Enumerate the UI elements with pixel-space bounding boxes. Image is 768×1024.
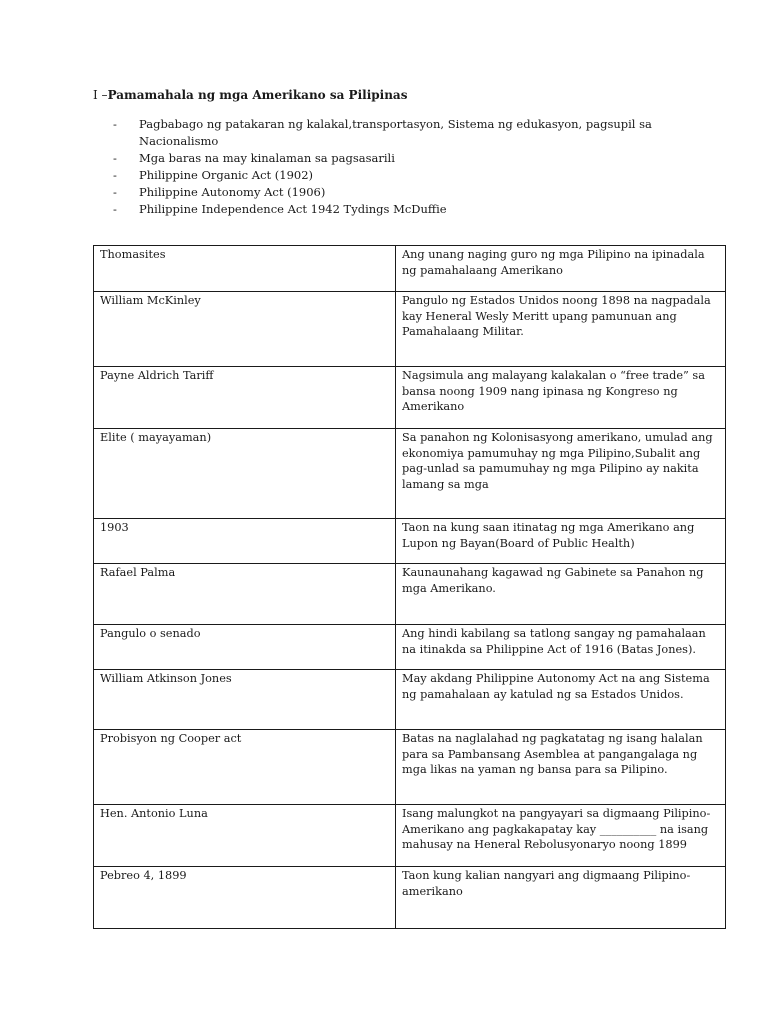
definition-cell: Kaunaunahang kagawad ng Gabinete sa Panahon ng mga Amerikano. <box>396 564 726 625</box>
bullet-dash: - <box>113 117 117 131</box>
term-cell: Payne Aldrich Tariff <box>94 367 396 429</box>
list-item <box>113 201 673 218</box>
list-item <box>113 167 673 184</box>
term-cell: 1903 <box>94 519 396 564</box>
topic-list <box>113 116 673 218</box>
definition-cell: Sa panahon ng Kolonisasyong amerikano, umulad ang ekonomiya pamumuhay ng mga Pilipino,Subalit ang pag-unlad sa pamumuhay ng mga Pilipino ay nakita lamang sa mga <box>396 429 726 519</box>
table-row <box>94 519 726 564</box>
definition-cell: Nagsimula ang malayang kalakalan o “free trade” sa bansa noong 1909 nang ipinasa ng Kongreso ng Amerikano <box>396 367 726 429</box>
table-row <box>94 730 726 805</box>
list-item <box>113 150 673 167</box>
list-item-text: Mga baras na may kinalaman sa pagsasarili <box>139 151 395 165</box>
term-cell: William Atkinson Jones <box>94 670 396 730</box>
section-heading <box>93 87 407 103</box>
term-cell: Probisyon ng Cooper act <box>94 730 396 805</box>
bullet-dash: - <box>113 185 117 199</box>
bullet-dash: - <box>113 168 117 182</box>
term-cell: William McKinley <box>94 292 396 367</box>
definition-cell: Isang malungkot na pangyayari sa digmaang Pilipino-Amerikano ang pagkakapatay kay __________ na isang mahusay na Heneral Rebolusyonaryo noong 1899 <box>396 805 726 867</box>
bullet-dash: - <box>113 151 117 165</box>
section-number: I – <box>93 88 108 102</box>
definition-cell: Ang unang naging guro ng mga Pilipino na ipinadala ng pamahalaang Amerikano <box>396 246 726 292</box>
term-cell: Pebreo 4, 1899 <box>94 867 396 929</box>
terms-table <box>93 245 726 929</box>
term-cell: Elite ( mayayaman) <box>94 429 396 519</box>
definition-cell: Pangulo ng Estados Unidos noong 1898 na nagpadala kay Heneral Wesly Meritt upang pamunuan ang Pamahalaang Militar. <box>396 292 726 367</box>
table-row <box>94 670 726 730</box>
definition-cell: Batas na naglalahad ng pagkatatag ng isang halalan para sa Pambansang Asemblea at pangangalaga ng mga likas na yaman ng bansa para sa Pilipino. <box>396 730 726 805</box>
table-row <box>94 367 726 429</box>
definition-cell: May akdang Philippine Autonomy Act na ang Sistema ng pamahalaan ay katulad ng sa Estados Unidos. <box>396 670 726 730</box>
section-title: Pamamahala ng mga Amerikano sa Pilipinas <box>107 88 408 102</box>
bullet-dash: - <box>113 202 117 216</box>
list-item <box>113 116 673 150</box>
list-item-text: Pagbabago ng patakaran ng kalakal,transportasyon, Sistema ng edukasyon, pagsupil sa Nacionalismo <box>139 117 652 148</box>
list-item-text: Philippine Autonomy Act (1906) <box>139 185 326 199</box>
table-row <box>94 292 726 367</box>
table-row <box>94 246 726 292</box>
term-cell: Pangulo o senado <box>94 625 396 670</box>
term-cell: Hen. Antonio Luna <box>94 805 396 867</box>
table-row <box>94 867 726 929</box>
list-item-text: Philippine Organic Act (1902) <box>139 168 314 182</box>
table-row <box>94 625 726 670</box>
definition-cell: Ang hindi kabilang sa tatlong sangay ng pamahalaan na itinakda sa Philippine Act of 1916 (Batas Jones). <box>396 625 726 670</box>
list-item <box>113 184 673 201</box>
term-cell: Thomasites <box>94 246 396 292</box>
table-row <box>94 429 726 519</box>
table-row <box>94 564 726 625</box>
table-row <box>94 805 726 867</box>
definition-cell: Taon kung kalian nangyari ang digmaang Pilipino-amerikano <box>396 867 726 929</box>
definition-cell: Taon na kung saan itinatag ng mga Amerikano ang Lupon ng Bayan(Board of Public Health) <box>396 519 726 564</box>
term-cell: Rafael Palma <box>94 564 396 625</box>
list-item-text: Philippine Independence Act 1942 Tydings McDuffie <box>139 202 447 216</box>
